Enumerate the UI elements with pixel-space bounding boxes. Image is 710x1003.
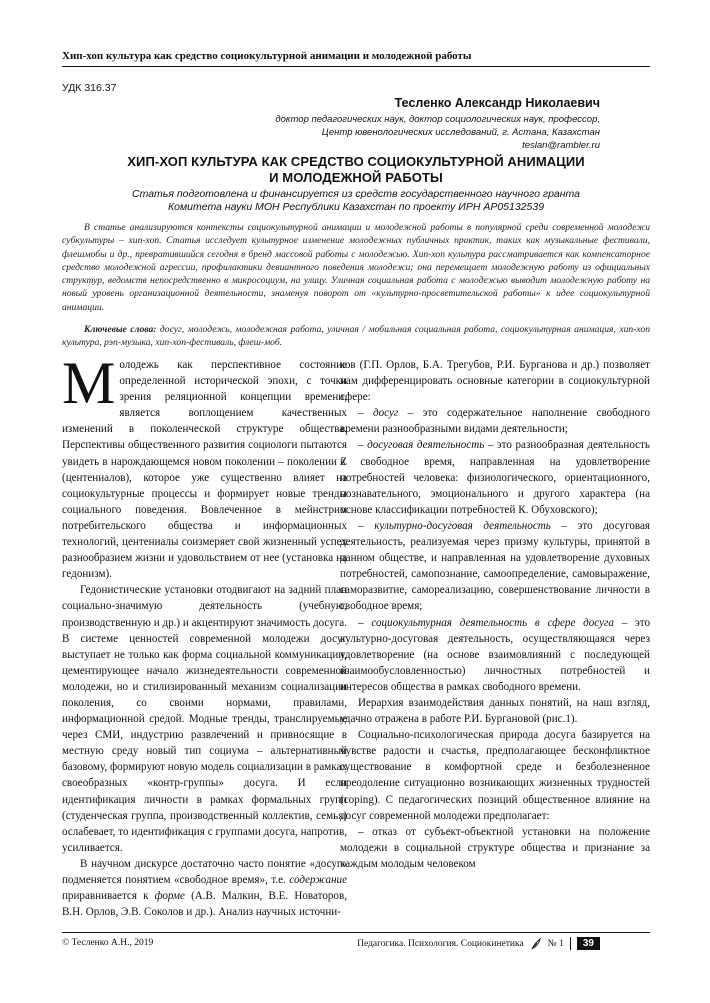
definition-2: – досуговая деятельность – это разнообразная деятельность в свободное время, направленная на удовлетворение потребностей человека: физиологического, ориентационного, познавательного, эмоционального и другого характера (на основе классификации потребностей К. Обуховского); [340,439,650,516]
footer-copyright: © Тесленко А.Н., 2019 [62,938,154,948]
definition-1-text: – это содержательное наполнение свободного времени разнообразными видами деятельности; [340,407,650,436]
abstract: В статье анализируются контексты социокультурной анимации и молодежной работы в популярной среди современной молодежи субкультуры – хип-хоп. Статья исследует культурное изменение молодежных публичных практик, таких как музыкальные фестивали, флешмобы и др., превратившийся сегодня в бренд массовой работы с молодежью. Хип-хоп культура рассматривается как компенсаторное средство молодежной агрессии, профилактики девиантного поведения молодежи; она перемещает молодежную работу из официальных структур, ведомств непосредственно в микросоциум, на улицу. Уличная социальная работа с молодежью выводит молодежную работу на новый уровень организационной деятельности, знаменуя поворот от «культурно-просветительской работы» к идее социокультурной анимации. [62,222,650,313]
definition-4-text: – это культурно-досуговая деятельность, осуществляющаяся через удовлетворение (на основе взаимовлияний с последующей взаимообусловленностью) личностных потребностей и интересов общества в рамках свободного времени. [340,616,651,693]
p3-part-b: приравнивается к [62,890,155,903]
paragraph-7: – отказ от субъект-объектной установки на положение молодежи в социальной структуре общества и признание за каждым молодым человеком [340,825,650,870]
udc-code: УДК 316.37 [62,82,117,94]
paragraph-1-text: олодежь как перспективное состояние определенной исторической эпохи, с точки зрения реляционной концепции времени, является воплощением качественных изменений в поколенческой структуре общества. Перспективы общественного развития социологи пытаются увидеть в нарождающемся новом поколении – поколении Z (центениалов), которое уже существенно влияет на социокультурные процессы и формирует новые тренды социального поведения. Вовлеченное в мейнстрим потребительского общества и информационных технологий, центениалы соизмеряет свой жизненный успех разнообразием жизни и удовольствием от нее (установка на гедонизм). [62,359,347,581]
title-line-2: И МОЛОДЕЖНОЙ РАБОТЫ [269,170,443,185]
grant-line-2: Комитета науки МОН Республики Казахстан по проекту ИРН АР05132539 [167,201,545,213]
right-column [340,357,650,872]
drop-cap: М [62,350,116,416]
keywords [62,323,650,350]
definition-2-text: – это разнообразная деятельность в свободное время, направленная на удовлетворение потребностей человека: физиологического, ориентационного, познавательного, эмоционального и другого характера (на основе классификации потребностей К. Обуховского); [340,439,650,516]
footer-separator [570,937,571,950]
footer-journal-info [357,937,600,950]
keywords-label: Ключевые слова: [84,324,157,335]
footer-rule [62,932,650,933]
keywords-text: досуг, молодежь, молодежная работа, уличная / мобильная социальная работа, социокультурная анимация, хип-хоп культура, рэп-музыка, хип-хоп-фестиваль, флеш-моб. [62,324,650,349]
grant-line-1: Статья подготовлена и финансируется из средств государственного научного гранта [132,188,580,200]
paragraph-5: Иерархия взаимодействия данных понятий, на наш взгляд, удачно отражена в работе Р.И. Бургановой (рис.1). [340,696,650,726]
article-title [62,154,650,186]
p3-emphasis-2: форме [154,890,185,903]
definition-3: – культурно-досуговая деятельность – это досуговая деятельность, реализуемая через призму культуры, принятой в данном обществе, и направленная на удовлетворение духовных потребностей, самопознание, самоопределение, самовыражение, саморазвитие, самореализацию, совершенствование личности в свободное время; [340,519,651,613]
issue-number: № 1 [547,938,564,949]
paragraph-continued: ков (Г.П. Орлов, Б.А. Трегубов, Р.И. Бурганова и др.) позволяет нам дифференцировать основные категории в социокультурной сфере: [340,359,650,404]
definition-4-term: социокультурная деятельность в сфере досуга [371,616,614,629]
grant-note [62,188,650,214]
author-email: teslan@rambler.ru [522,140,600,151]
page-number: 39 [577,937,600,950]
paragraph-2: Гедонистические установки отодвигают на задний план социально-значимую деятельность (учебную, производственную и др.) и акцентируют значимость досуга. В системе ценностей современной молодежи досуг выступает не только как форма социальной коммуникации, цементирующее начало жизнедеятельности современной молодежи, но и стилизированный механизм социализации поколения, со своими нормами, правилами, информационной средой. Модные тренды, транслируемые через СМИ, индустрию развлечений и привносящие в местную среду новый тип социума – альтернативный базовому, формируют новую модель социализации в рамках своеобразных «контр-группы» досуга. И если идентификация личности в рамках формальных групп (студенческая группа, производственный коллектив, семья) ослабевает, то идентификация с группами досуга, напротив, усиливается. [62,584,347,854]
author-degree: доктор педагогических наук, доктор социологических наук, профессор, [275,114,600,125]
definition-3-term: культурно-досуговая деятельность [374,519,551,532]
p3-part-a: В научном дискурсе достаточно часто понятие «досуг» подменяется понятием «свободное время», т.е. [62,857,347,886]
author-block [140,96,600,152]
definition-4: – социокультурная деятельность в сфере досуга – это культурно-досуговая деятельность, осуществляющаяся через удовлетворение (на основе взаимовлияний с последующей взаимообусловленностью) личностных потребностей и интересов общества в рамках свободного времени. [340,616,651,693]
definition-2-term: досуговая деятельность [367,439,485,452]
p3-part-c: (А.В. Малкин, В.Е. Новаторов, В.Н. Орлов, Э.В. Соколов и др.). Анализ научных источни- [62,890,347,919]
definition-1-term: досуг [372,407,399,420]
paragraph-3 [62,856,347,920]
feather-icon [530,938,542,950]
paragraph-1 [62,350,347,582]
running-header: Хип-хоп культура как средство социокультурной анимации и молодежной работы [62,50,650,67]
left-column [62,350,347,920]
author-affiliation: Центр ювенологических исследований, г. Астана, Казахстан [321,127,600,138]
journal-name: Педагогика. Психология. Социокинетика [357,938,524,949]
definition-3-text: – это досуговая деятельность, реализуемая через призму культуры, принятой в данном обществе, и направленная на удовлетворение духовных потребностей, самопознание, самоопределение, самовыражение, саморазвитие, самореализацию, совершенствование личности в свободное время; [340,519,651,613]
paragraph-6: Социально-психологическая природа досуга базируется на чувстве радости и счастья, предполагающее бесконфликтное существование в комфортной среде и безболезненное преодоление ситуационно возникающих жизненных трудностей (coping). С педагогических позиций общественное влияние на досуг современной молодежи предполагает: [340,729,650,822]
author-name: Тесленко Александр Николаевич [394,96,600,110]
p3-emphasis-1: содержание [289,874,347,886]
title-line-1: ХИП-ХОП КУЛЬТУРА КАК СРЕДСТВО СОЦИОКУЛЬТУРНОЙ АНИМАЦИИ [127,154,585,169]
definition-1: – досуг – это содержательное наполнение свободного времени разнообразными видами деятельности; [340,407,650,436]
